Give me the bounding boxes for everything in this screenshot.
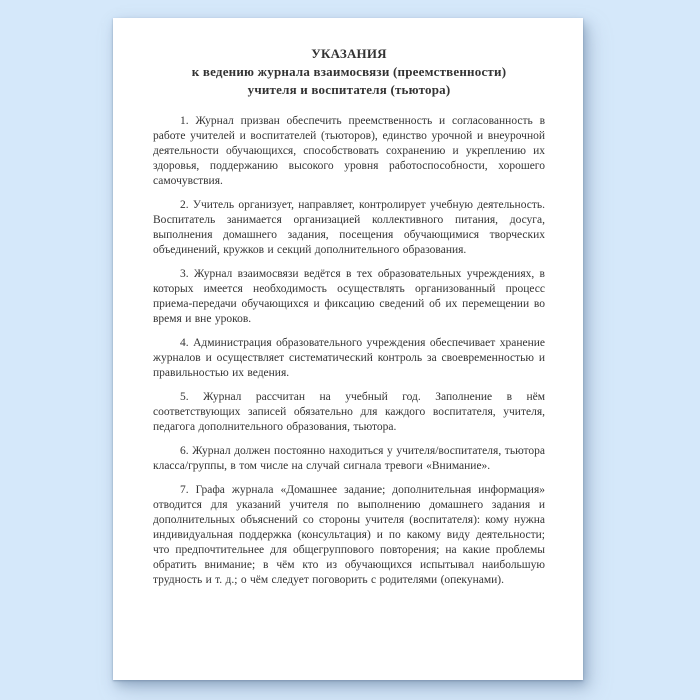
paragraph-6: 6. Журнал должен постоянно находиться у учителя/воспитателя, тьютора класса/группы, в том числе на случай сигнала тревоги «Внимание». bbox=[153, 445, 545, 472]
paragraph-1: 1. Журнал призван обеспечить преемственность и согласованность в работе учителей и воспитателей (тьюторов), единство урочной и внеурочной деятельности обучающихся, способствовать сохранению и укреплению их здоровья, поддержанию высокого уровня работоспособности, хорошего самочувствия. bbox=[153, 115, 545, 187]
title-line-1: УКАЗАНИЯ bbox=[311, 46, 387, 61]
paragraph-2: 2. Учитель организует, направляет, контролирует учебную деятельность. Воспитатель занимается организацией коллективного питания, досуга, выполнения домашнего задания, посещения обучающимися творческих объединений, кружков и секций дополнительного образования. bbox=[153, 199, 545, 256]
paragraph-5: 5. Журнал рассчитан на учебный год. Заполнение в нём соответствующих записей обязательно для каждого воспитателя, учителя, педагога дополнительного образования, тьютора. bbox=[153, 391, 545, 433]
title-line-2: к ведению журнала взаимосвязи (преемственности) bbox=[191, 64, 507, 79]
title-line-3: учителя и воспитателя (тьютора) bbox=[247, 82, 451, 97]
paragraph-3: 3. Журнал взаимосвязи ведётся в тех образовательных учреждениях, в которых имеется необходимость осуществлять организованный процесс приема-передачи обучающихся и фиксацию сведений об их перемещении во время и вне уроков. bbox=[153, 268, 545, 325]
paragraph-7: 7. Графа журнала «Домашнее задание; дополнительная информация» отводится для указаний учителя по выполнению домашнего задания и дополнительных объяснений со стороны учителя (воспитателя): кому нужна индивидуальная поддержка (консультация) и по какому виду деятельности; что предпочтительнее для общегруппового повторения; на какие проблемы обратить внимание; в чём кто из обучающихся испытывал наибольшую трудность и т. д.; о чём следует поговорить с родителями (опекунами). bbox=[153, 484, 545, 586]
document-title bbox=[153, 45, 545, 99]
paragraph-4: 4. Администрация образовательного учреждения обеспечивает хранение журналов и осуществляет систематический контроль за своевременностью и правильностью их ведения. bbox=[153, 337, 545, 379]
document-body bbox=[153, 114, 545, 588]
document-sheet bbox=[113, 18, 583, 680]
